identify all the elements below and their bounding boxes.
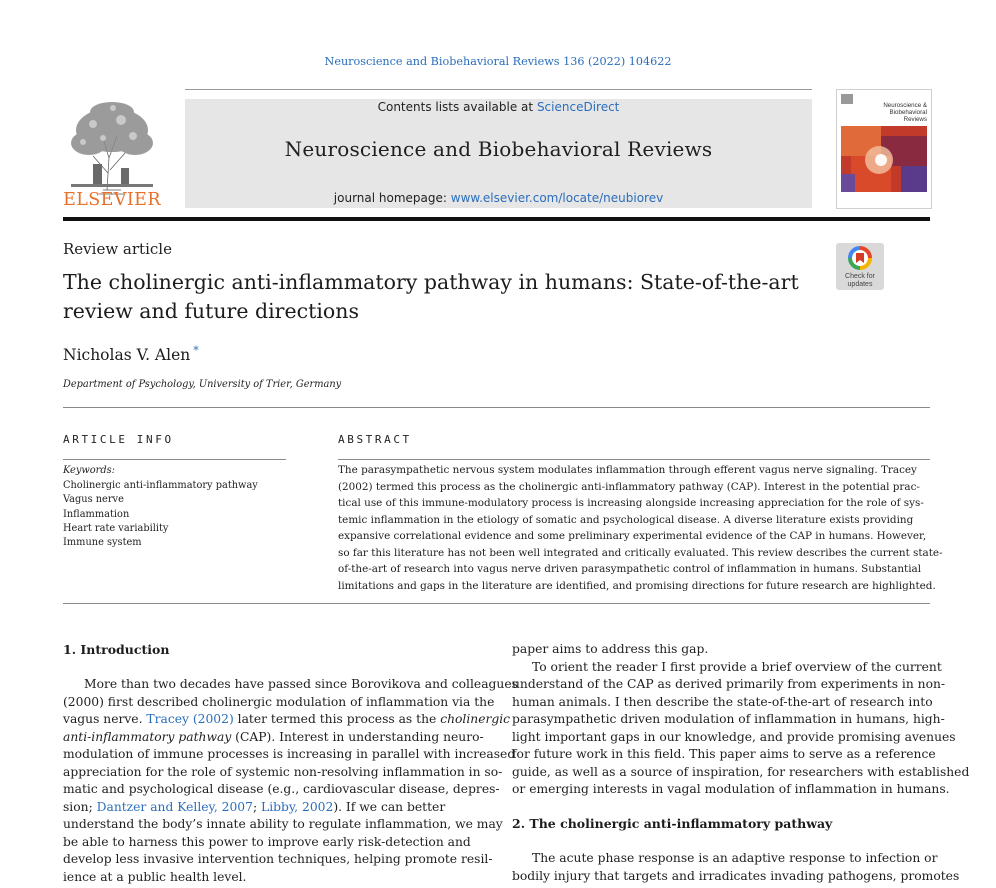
- body-line: paper aims to address this gap.: [512, 642, 709, 656]
- body-line: understand of the CAP as derived primarily from experiments in non-: [512, 677, 946, 691]
- body-line: understand the body’s innate ability to regulate inflammation, we may: [63, 817, 503, 831]
- body-line: develop less invasive intervention techniques, helping promote resil-: [63, 852, 493, 866]
- abstract-line: expansive correlational evidence and some preliminary experimental evidence of the CAP in humans. However,: [338, 530, 927, 542]
- body-line: The acute phase response is an adaptive response to infection or: [532, 851, 938, 865]
- keyword-item: Heart rate variability: [63, 522, 169, 534]
- body-line: or emerging interests in vagal modulation of inflammation in humans.: [512, 782, 950, 796]
- abstract-divider: [338, 459, 930, 460]
- journal-title: Neuroscience and Biobehavioral Reviews: [284, 137, 713, 161]
- body-line: be able to harness this power to improve early risk-detection and: [63, 834, 471, 849]
- abstract-line: The parasympathetic nervous system modulates inflammation through efferent vagus nerve signaling. Tracey: [338, 464, 917, 476]
- body-line: To orient the reader I first provide a brief overview of the current: [532, 659, 942, 674]
- body-line: human animals. I then describe the state-of-the-art of research into: [512, 694, 933, 709]
- article-info-heading: ARTICLE INFO: [63, 433, 174, 446]
- article-info-divider: [63, 459, 286, 460]
- body-line: sion; Dantzer and Kelley, 2007; Libby, 2002). If we can better: [63, 799, 446, 814]
- abstract-line: temic inflammation in the etiology of somatic and psychological disease. A diverse literature exists providing: [338, 513, 914, 526]
- ref-dantzer-kelley-2007[interactable]: Dantzer and Kelley, 2007: [96, 799, 253, 814]
- check-updates-icon: [848, 246, 872, 270]
- journal-cover-thumbnail[interactable]: [836, 89, 932, 209]
- body-line: guide, as well as a source of inspiration, for researchers with established: [512, 764, 970, 779]
- body-line: ience at a public health level.: [63, 869, 247, 884]
- keyword-item: Inflammation: [63, 508, 130, 520]
- body-line: bodily injury that targets and irradicates invading pathogens, promotes: [512, 868, 960, 883]
- keyword-item: Vagus nerve: [63, 494, 124, 506]
- body-line: parasympathetic driven modulation of inflammation in humans, high-: [512, 712, 945, 726]
- body-line: light important gaps in our knowledge, and provide promising avenues: [512, 729, 956, 744]
- contents-line: Contents lists available at ScienceDirect: [377, 100, 620, 114]
- banner-top-rule: [185, 89, 812, 90]
- homepage-link[interactable]: www.elsevier.com/locate/neubiorev: [450, 191, 664, 205]
- keyword-item: Cholinergic anti-inflammatory pathway: [63, 480, 258, 491]
- cover-journal-title: Neuroscience & Biobehavioral Reviews: [883, 102, 927, 123]
- section-2-heading: 2. The cholinergic anti-inflammatory pathway: [512, 816, 833, 831]
- ref-tracey-2002[interactable]: Tracey (2002): [146, 712, 234, 726]
- header-divider: [63, 217, 930, 221]
- elsevier-logo-text: ELSEVIER: [63, 190, 161, 210]
- abstract-heading: ABSTRACT: [338, 433, 412, 446]
- body-line: anti-inflammatory pathway (CAP). Interest in understanding neuro-: [63, 729, 484, 744]
- article-type: Review article: [63, 240, 172, 258]
- meta-divider: [63, 407, 930, 408]
- body-line: for future work in this field. This paper aims to serve as a reference: [512, 747, 936, 761]
- sciencedirect-link[interactable]: ScienceDirect: [536, 100, 620, 114]
- author-affiliation: Department of Psychology, University of Trier, Germany: [63, 379, 342, 390]
- abstract-line: so far this literature has not been well integrated and critically evaluated. This review describes the current state-: [338, 546, 943, 559]
- abstract-end-divider: [63, 603, 930, 604]
- ref-libby-2002[interactable]: Libby, 2002: [261, 799, 334, 814]
- journal-homepage: journal homepage: www.elsevier.com/locate/neubiorev: [333, 191, 664, 205]
- body-line: vagus nerve. Tracey (2002) later termed this process as the cholinergic: [63, 712, 511, 726]
- check-updates-label: Check for updates: [845, 273, 875, 288]
- cover-artwork: [841, 126, 927, 192]
- keyword-item: Immune system: [63, 537, 142, 549]
- body-line: More than two decades have passed since Borovikova and colleagues: [84, 677, 518, 691]
- author-footnote-mark[interactable]: *: [193, 344, 199, 357]
- elsevier-mini-logo: [841, 94, 853, 104]
- section-1-heading: 1. Introduction: [63, 642, 170, 657]
- body-line: appreciation for the role of systemic non-resolving inflammation in so-: [63, 764, 503, 779]
- article-title: The cholinergic anti-inflammatory pathway in humans: State-of-the-art review and future directions: [63, 270, 799, 323]
- abstract-line: of-the-art of research into vagus nerve driven parasympathetic control of inflammation in humans. Substantial: [338, 563, 922, 575]
- body-line: matic and psychological disease (e.g., cardiovascular disease, depres-: [63, 782, 500, 796]
- body-line: (2000) first described cholinergic modulation of inflammation via the: [63, 694, 495, 709]
- abstract-line: limitations and gaps in the literature are identified, and promising directions for future research are highlighted.: [338, 579, 936, 592]
- abstract-line: tical use of this immune-modulatory process is increasing alongside increasing appreciation for the role of sys-: [338, 497, 924, 509]
- journal-citation[interactable]: Neuroscience and Biobehavioral Reviews 136 (2022) 104622: [324, 55, 672, 68]
- abstract-line: (2002) termed this process as the cholinergic anti-inflammatory pathway (CAP). Interest in the potential prac-: [338, 480, 920, 493]
- keywords-list: [63, 479, 258, 550]
- body-line: modulation of immune processes is increasing in parallel with increased: [63, 747, 516, 761]
- check-for-updates-badge[interactable]: [836, 243, 884, 290]
- keywords-label: Keywords:: [63, 465, 115, 476]
- author-name: Nicholas V. Alen *: [63, 344, 199, 365]
